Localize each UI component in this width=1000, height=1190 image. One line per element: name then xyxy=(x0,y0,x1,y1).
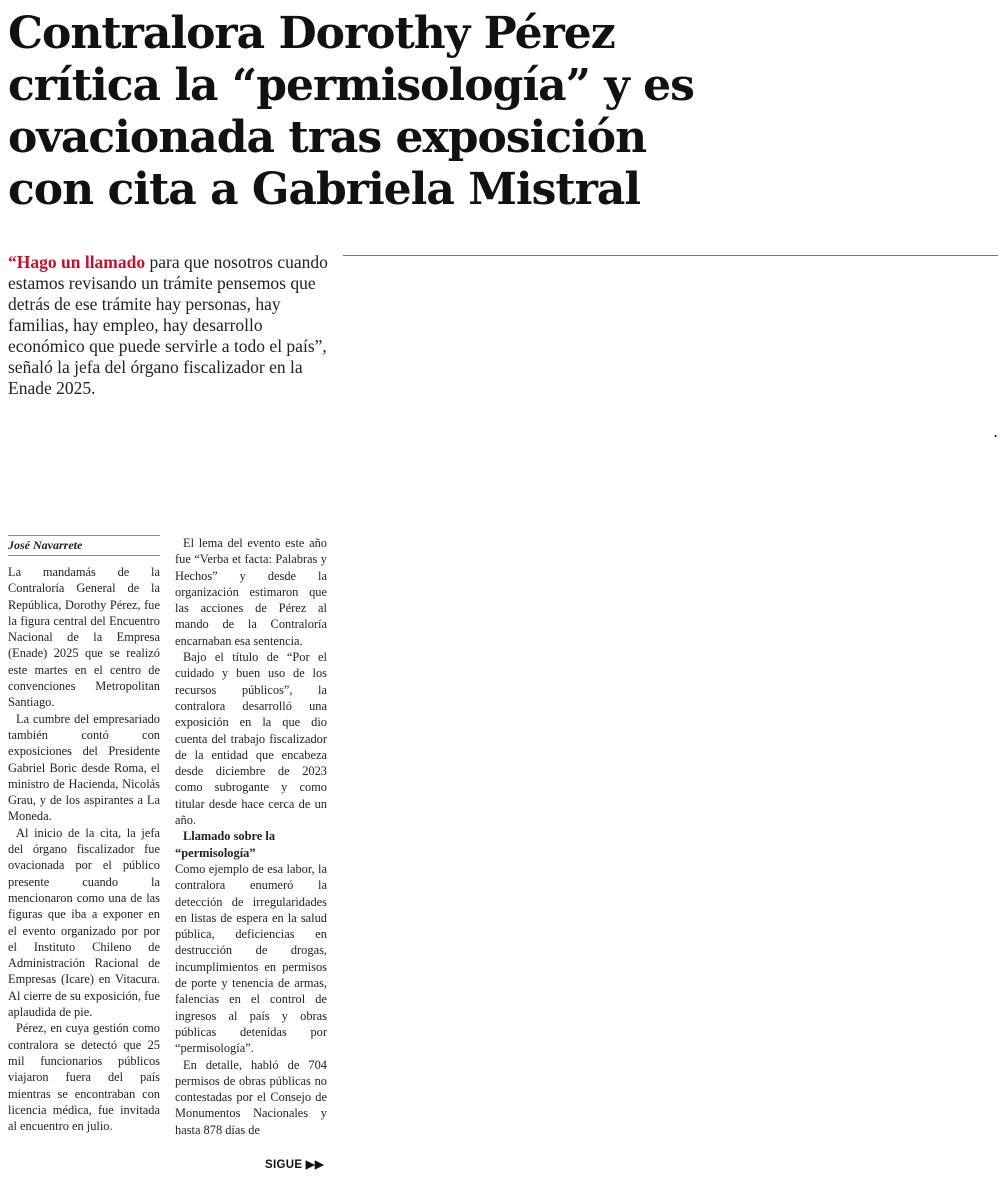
paragraph: La mandamás de la Contraloría General de la República, Dorothy Pérez, fue la figura central del Encuentro Nacional de la Empresa (Enade) 2025 que se realizó este martes en el centro de convenciones Metropolitan Santiago. xyxy=(8,565,160,710)
paragraph: El lema del evento este año fue “Verba et facta: Palabras y Hechos” y desde la organización estimaron que las acciones de Pérez al mando de la Contraloría encarnaban esa sentencia. xyxy=(175,536,327,648)
lead-text: para que nosotros cuando estamos revisando un trámite pensemos que detrás de ese trámite hay personas, hay familias, hay empleo, hay desarrollo económico que puede servirle a todo el país”, señaló la jefa del órgano fiscalizador en la Enade 2025. xyxy=(8,252,328,398)
paragraph: Bajo el título de “Por el cuidado y buen uso de los recursos públicos”, la contralora desarrolló una exposición en la que dio cuenta del trabajo fiscalizador de la entidad que encabeza desde diciembre de 2023 como subrogante y como titular desde hace cerca de un año. xyxy=(175,650,327,828)
paragraph: Al inicio de la cita, la jefa del órgano fiscalizador fue ovacionada por el público presente cuando la mencionaron como una de las figuras que iba a exponer en el evento organizado por por el Instituto Chileno de Administración Racional de Empresas (Icare) en Vitacura. Al cierre de su exposición, fue aplaudida de pie. xyxy=(8,825,160,1020)
section-subhead: Llamado sobre la “permisología” xyxy=(175,829,276,860)
continue-label: SIGUE ▶▶ xyxy=(265,1159,325,1171)
paragraph: La cumbre del empresariado también contó con exposiciones del Presidente Gabriel Boric desde Roma, el ministro de Hacienda, Nicolás Grau, y de los aspirantes a La Moneda. xyxy=(8,711,160,824)
paragraph: Como ejemplo de esa labor, la contralora enumeró la detección de irregularidades en listas de espera en la salud pública, deficiencias en destrucción de drogas, incumplimientos en permisos de porte y tenencia de armas, falencias en el control de ingresos al país y obras públicas detenidas por “permisología”. xyxy=(175,861,327,1056)
paragraph: Pérez, en cuya gestión como contralora se detectó que 25 mil funcionarios públicos viajaron fuera del país mientras se encontraban con licencia médica, fue invitada al encuentro en julio. xyxy=(8,1021,160,1134)
lead-highlight: “Hago un llamado xyxy=(8,252,146,272)
photo-area-divider xyxy=(343,255,998,256)
paragraph: En detalle, habló de 704 permisos de obras públicas no contestadas por el Consejo de Monumentos Nacionales y hasta 878 días de xyxy=(175,1057,327,1137)
byline: José Navarrete xyxy=(8,538,83,552)
article-column-1 xyxy=(8,535,160,1134)
stray-mark: . xyxy=(993,422,999,441)
article-lead xyxy=(8,252,338,399)
article-column-2 xyxy=(175,535,327,1138)
article-headline: Contralora Dorothy Pérez crítica la “permisología” y es ovacionada tras exposición con cita a Gabriela Mistral xyxy=(8,8,694,215)
byline-box xyxy=(8,535,160,556)
